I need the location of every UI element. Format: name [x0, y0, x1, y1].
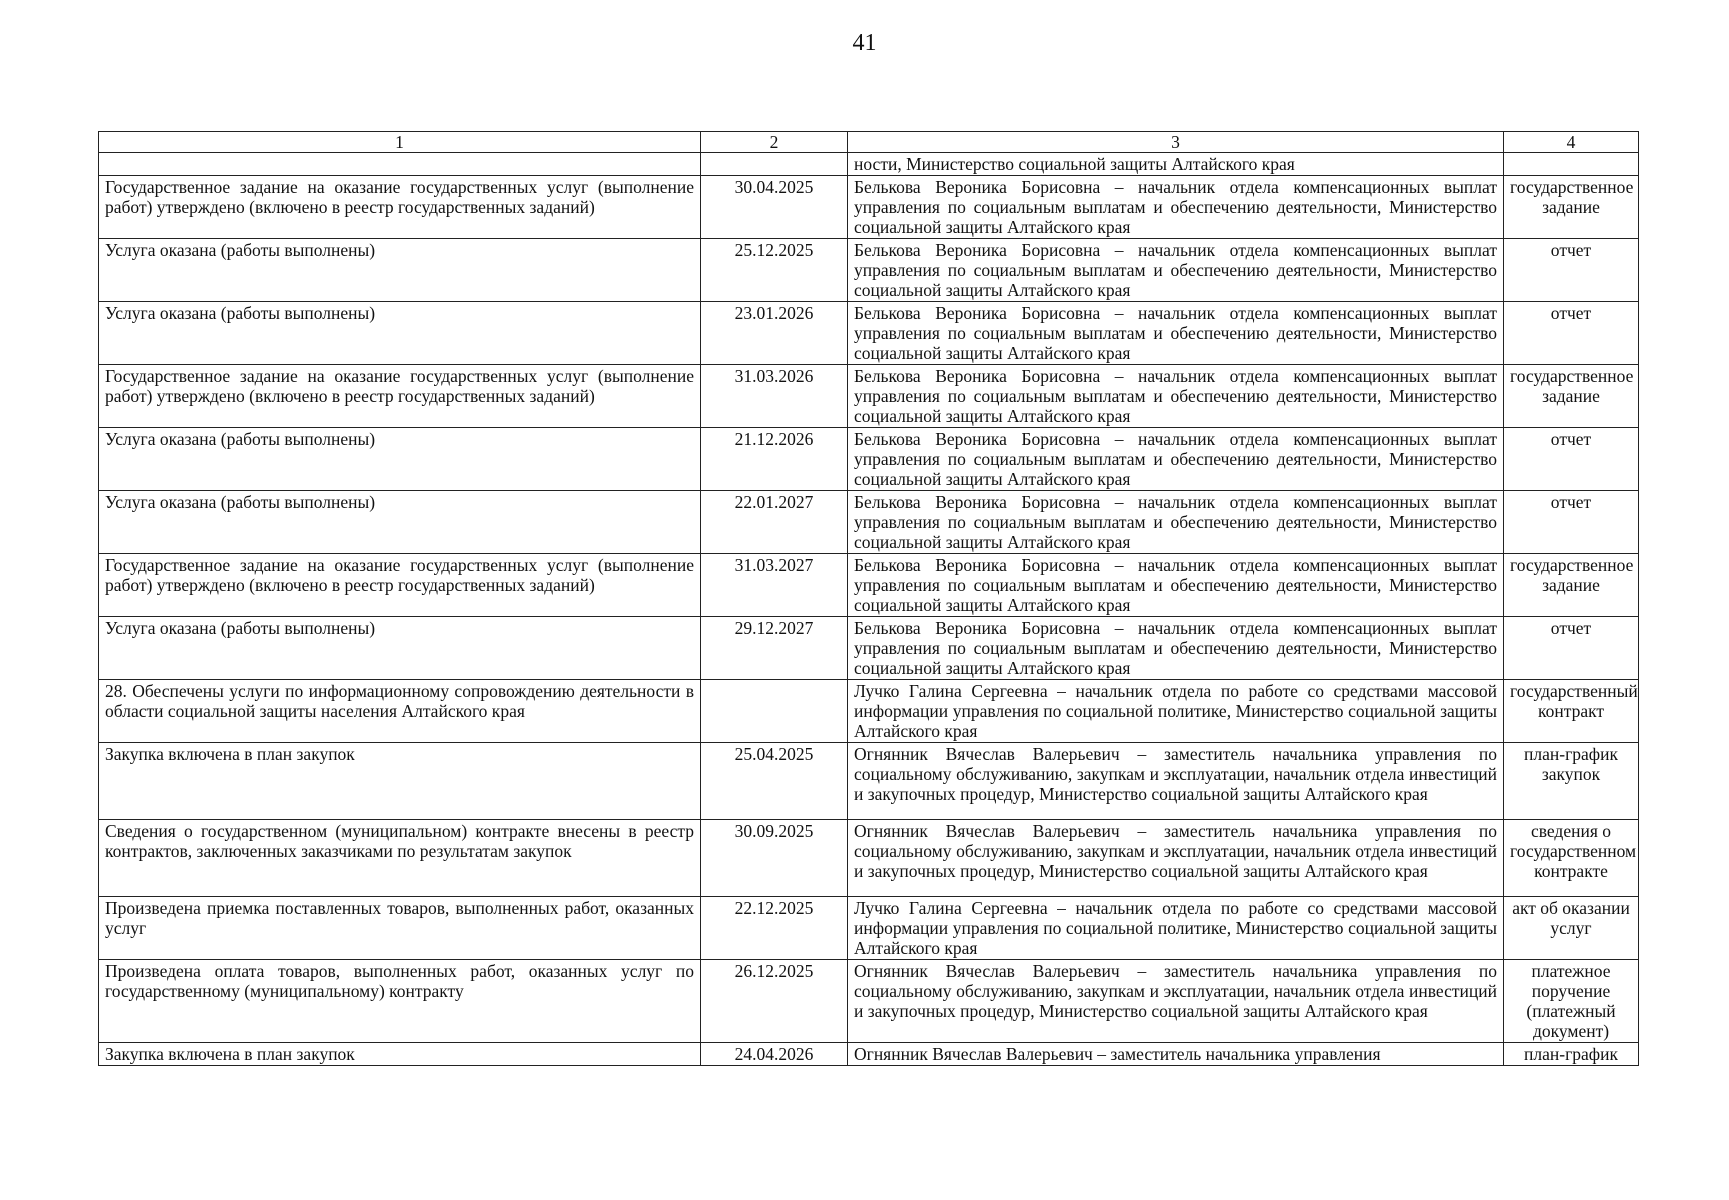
document-cell: государственное задание	[1504, 176, 1639, 239]
date-cell: 30.04.2025	[701, 176, 848, 239]
document-cell: государственное задание	[1504, 554, 1639, 617]
date-cell: 23.01.2026	[701, 302, 848, 365]
date-cell: 31.03.2027	[701, 554, 848, 617]
event-cell: Услуга оказана (работы выполнены)	[99, 428, 701, 491]
document-cell: отчет	[1504, 617, 1639, 680]
table-row	[99, 1043, 1639, 1066]
column-header-3: 3	[848, 132, 1504, 153]
event-cell: Закупка включена в план закупок	[99, 743, 701, 820]
responsible-cell: Белькова Вероника Борисовна – начальник отдела компенсационных выплат управления по социальным выплатам и обеспечению деятельности, Министерство социальной защиты Алтайского края	[848, 176, 1504, 239]
responsible-cell: Белькова Вероника Борисовна – начальник отдела компенсационных выплат управления по социальным выплатам и обеспечению деятельности, Министерство социальной защиты Алтайского края	[848, 491, 1504, 554]
table-header-row	[99, 132, 1639, 153]
responsible-cell: Лучко Галина Сергеевна – начальник отдела по работе со средствами массовой информации управления по социальной политике, Министерство социальной защиты Алтайского края	[848, 680, 1504, 743]
column-header-2: 2	[701, 132, 848, 153]
table-row	[99, 176, 1639, 239]
column-header-1: 1	[99, 132, 701, 153]
responsible-cell: Огнянник Вячеслав Валерьевич – заместитель начальника управления по социальному обслуживанию, закупкам и эксплуатации, начальник отдела инвестиций и закупочных процедур, Министерство социальной защиты Алтайского края	[848, 960, 1504, 1043]
table-row	[99, 428, 1639, 491]
date-cell: 26.12.2025	[701, 960, 848, 1043]
date-cell: 30.09.2025	[701, 820, 848, 897]
responsible-cell: Белькова Вероника Борисовна – начальник отдела компенсационных выплат управления по социальным выплатам и обеспечению деятельности, Министерство социальной защиты Алтайского края	[848, 428, 1504, 491]
event-cell: Государственное задание на оказание государственных услуг (выполнение работ) утверждено (включено в реестр государственных заданий)	[99, 176, 701, 239]
event-cell: Закупка включена в план закупок	[99, 1043, 701, 1066]
document-cell: отчет	[1504, 428, 1639, 491]
table-row	[99, 680, 1639, 743]
event-cell: Услуга оказана (работы выполнены)	[99, 617, 701, 680]
continuation-row	[99, 153, 1639, 176]
event-cell: Услуга оказана (работы выполнены)	[99, 491, 701, 554]
table-row	[99, 239, 1639, 302]
table-row	[99, 302, 1639, 365]
date-cell	[701, 680, 848, 743]
page-number: 41	[852, 30, 877, 56]
event-cell: Государственное задание на оказание государственных услуг (выполнение работ) утверждено (включено в реестр государственных заданий)	[99, 554, 701, 617]
table-row	[99, 617, 1639, 680]
responsible-cell: Белькова Вероника Борисовна – начальник отдела компенсационных выплат управления по социальным выплатам и обеспечению деятельности, Министерство социальной защиты Алтайского края	[848, 302, 1504, 365]
event-cell: Произведена приемка поставленных товаров, выполненных работ, оказанных услуг	[99, 897, 701, 960]
document-cell: государственный контракт	[1504, 680, 1639, 743]
table-row	[99, 365, 1639, 428]
document-cell: платежное поручение (платежный документ)	[1504, 960, 1639, 1043]
date-cell: 22.01.2027	[701, 491, 848, 554]
schedule-table	[98, 131, 1639, 1066]
event-cell: Услуга оказана (работы выполнены)	[99, 302, 701, 365]
responsible-cell: ности, Министерство социальной защиты Алтайского края	[848, 153, 1504, 176]
date-cell: 21.12.2026	[701, 428, 848, 491]
column-header-4: 4	[1504, 132, 1639, 153]
event-cell	[99, 153, 701, 176]
responsible-cell: Огнянник Вячеслав Валерьевич – заместитель начальника управления по социальному обслуживанию, закупкам и эксплуатации, начальник отдела инвестиций и закупочных процедур, Министерство социальной защиты Алтайского края	[848, 820, 1504, 897]
document-cell: акт об оказании услуг	[1504, 897, 1639, 960]
responsible-cell: Белькова Вероника Борисовна – начальник отдела компенсационных выплат управления по социальным выплатам и обеспечению деятельности, Министерство социальной защиты Алтайского края	[848, 617, 1504, 680]
event-cell: Услуга оказана (работы выполнены)	[99, 239, 701, 302]
table-row	[99, 743, 1639, 820]
date-cell: 25.12.2025	[701, 239, 848, 302]
event-cell: Государственное задание на оказание государственных услуг (выполнение работ) утверждено (включено в реестр государственных заданий)	[99, 365, 701, 428]
responsible-cell: Белькова Вероника Борисовна – начальник отдела компенсационных выплат управления по социальным выплатам и обеспечению деятельности, Министерство социальной защиты Алтайского края	[848, 239, 1504, 302]
responsible-cell: Огнянник Вячеслав Валерьевич – заместитель начальника управления по социальному обслуживанию, закупкам и эксплуатации, начальник отдела инвестиций и закупочных процедур, Министерство социальной защиты Алтайского края	[848, 743, 1504, 820]
document-cell: сведения о государственном контракте	[1504, 820, 1639, 897]
document-cell: государственное задание	[1504, 365, 1639, 428]
table-row	[99, 554, 1639, 617]
date-cell	[701, 153, 848, 176]
document-cell	[1504, 153, 1639, 176]
table-row	[99, 820, 1639, 897]
event-cell: 28. Обеспечены услуги по информационному сопровождению деятельности в области социальной защиты населения Алтайского края	[99, 680, 701, 743]
responsible-cell: Белькова Вероника Борисовна – начальник отдела компенсационных выплат управления по социальным выплатам и обеспечению деятельности, Министерство социальной защиты Алтайского края	[848, 554, 1504, 617]
table-row	[99, 491, 1639, 554]
document-cell: план-график закупок	[1504, 743, 1639, 820]
date-cell: 25.04.2025	[701, 743, 848, 820]
document-cell: план-график	[1504, 1043, 1639, 1066]
responsible-cell: Огнянник Вячеслав Валерьевич – заместитель начальника управления	[848, 1043, 1504, 1066]
table-row	[99, 960, 1639, 1043]
event-cell: Произведена оплата товаров, выполненных работ, оказанных услуг по государственному (муниципальному) контракту	[99, 960, 701, 1043]
document-cell: отчет	[1504, 491, 1639, 554]
responsible-cell: Лучко Галина Сергеевна – начальник отдела по работе со средствами массовой информации управления по социальной политике, Министерство социальной защиты Алтайского края	[848, 897, 1504, 960]
document-cell: отчет	[1504, 302, 1639, 365]
date-cell: 29.12.2027	[701, 617, 848, 680]
date-cell: 22.12.2025	[701, 897, 848, 960]
date-cell: 24.04.2026	[701, 1043, 848, 1066]
table-row	[99, 897, 1639, 960]
table-body	[99, 153, 1639, 1066]
responsible-cell: Белькова Вероника Борисовна – начальник отдела компенсационных выплат управления по социальным выплатам и обеспечению деятельности, Министерство социальной защиты Алтайского края	[848, 365, 1504, 428]
event-cell: Сведения о государственном (муниципальном) контракте внесены в реестр контрактов, заключенных заказчиками по результатам закупок	[99, 820, 701, 897]
date-cell: 31.03.2026	[701, 365, 848, 428]
document-cell: отчет	[1504, 239, 1639, 302]
